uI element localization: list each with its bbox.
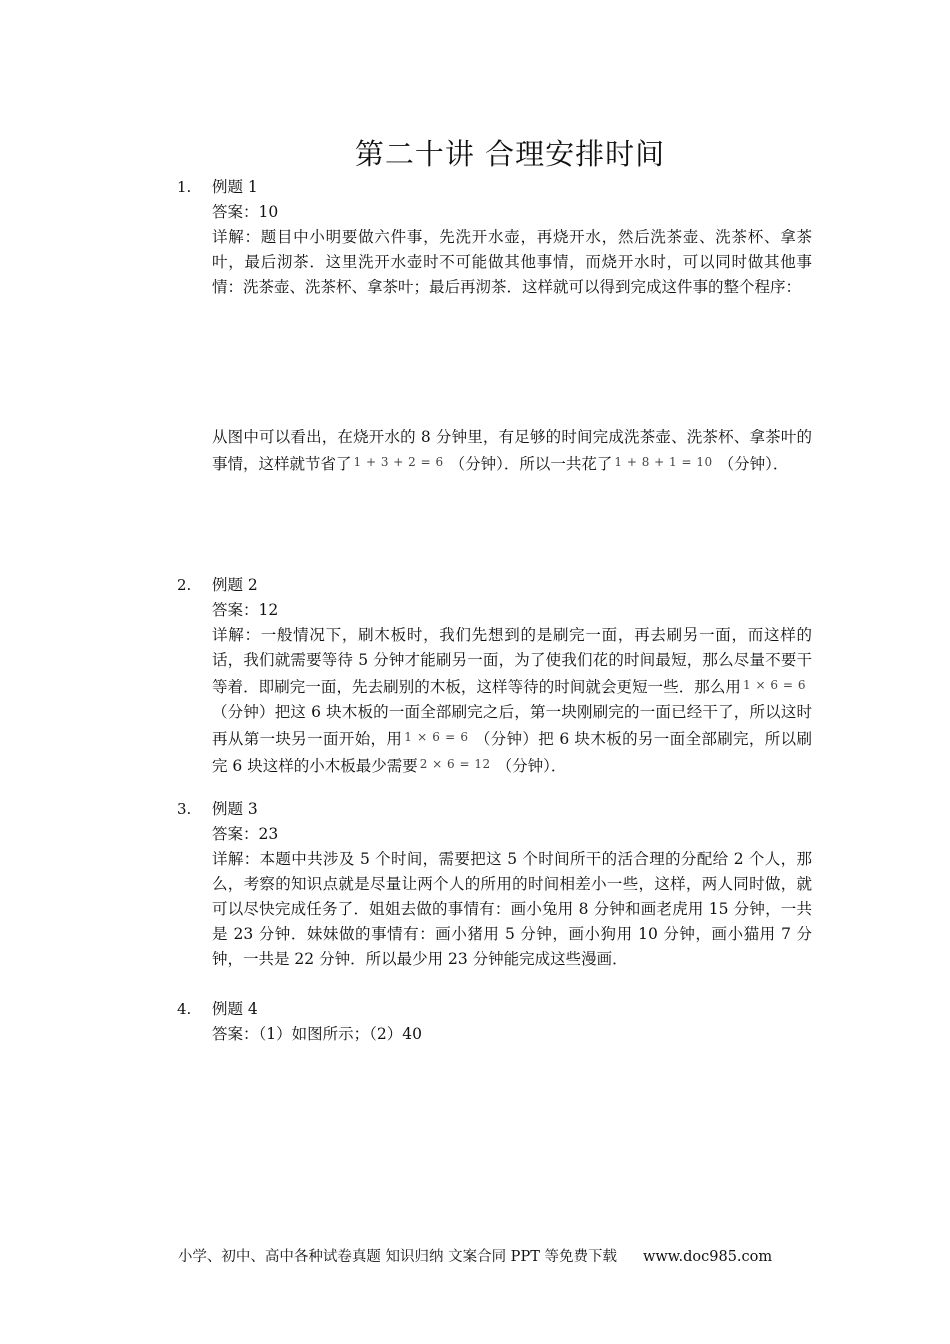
detail-text: （分钟）．所以一共花了: [449, 455, 613, 473]
item-number: 4.: [177, 1000, 192, 1018]
item-detail: 详解：本题中共涉及 5 个时间，需要把这 5 个时间所干的活合理的分配给 2 个人，那么，考察的知识点就是尽量让两个人的所用的时间相差小一些，这样，两人同时做，就可以尽快完成任务了．姐姐去做的事情有：画小兔用 8 分钟和画老虎用 15 分钟，一共是 23 分钟．妹妹做的事情有：画小猪用 5 分钟，画小狗用 10 分钟，画小猫用 7 分钟，一共是 22 分钟．所以最少用 23 分钟能完成这些漫画．: [212, 850, 812, 968]
item-detail-continued: [212, 425, 812, 477]
figure-placeholder: [212, 300, 812, 425]
math-expression: 1 × 6 = 6: [742, 678, 806, 692]
page-footer: [0, 1245, 950, 1266]
item-body: [212, 797, 812, 972]
item-detail: 详解：题目中小明要做六件事，先洗开水壶，再烧开水，然后洗茶壶、洗茶杯、拿茶叶，最后沏茶．这里洗开水壶时不可能做其他事情，而烧开水时，可以同时做其他事情：洗茶壶、洗茶杯、拿茶叶；最后再沏茶．这样就可以得到完成这件事的整个程序：: [212, 228, 812, 296]
item-body: [212, 175, 812, 477]
item-answer: 答案：23: [212, 825, 279, 843]
item-heading: 例题 3: [212, 800, 258, 818]
item-body: [212, 573, 812, 779]
math-expression: 1 × 6 = 6: [404, 730, 469, 744]
item-heading: 例题 2: [212, 576, 258, 594]
item-body: [212, 997, 812, 1047]
item-number: 1.: [177, 178, 192, 196]
item-answer: 答案：10: [212, 203, 279, 221]
detail-text: （分钟）把 6 块木板的另一面全部刷完，所以刷完 6 块这样的小木板最少需要: [212, 730, 812, 775]
footer-text: 小学、初中、高中各种试卷真题 知识归纳 文案合同 PPT 等免费下载: [177, 1249, 617, 1265]
math-expression: 1 + 8 + 1 = 10: [614, 455, 713, 469]
item-number: 3.: [177, 800, 192, 818]
detail-text: （分钟）．: [718, 455, 789, 473]
item-answer: 答案：（1）如图所示；（2）40: [212, 1025, 422, 1043]
detail-text: 详解：一般情况下，刷木板时，我们先想到的是刷完一面，再去刷另一面，而这样的话，我们就需要等待 5 分钟才能刷另一面，为了使我们花的时间最短，那么尽量不要干等着．即刷完一面，先去刷别的木板，这样等待的时间就会更短一些．那么用: [212, 626, 812, 696]
item-heading: 例题 1: [212, 178, 258, 196]
math-expression: 2 × 6 = 12: [419, 757, 491, 771]
math-expression: 1 + 3 + 2 = 6: [353, 455, 444, 469]
item-number: 2.: [177, 576, 192, 594]
detail-text: 从图中可以看出，在烧开水的 8 分钟里，有足够的时间完成洗茶壶、洗茶杯、拿茶叶的事情，这样就节省了: [212, 428, 812, 473]
item-detail: [212, 623, 812, 779]
detail-text: （分钟）．: [496, 757, 567, 775]
detail-text: （分钟）把这 6 块木板的一面全部刷完之后，第一块刚刷完的一面已经干了，所以这时再从第一块另一面开始，用: [212, 703, 812, 748]
footer-site-link[interactable]: www.doc985.com: [642, 1249, 773, 1265]
item-answer: 答案：12: [212, 601, 279, 619]
page-title: 第二十讲 合理安排时间: [354, 137, 666, 171]
item-heading: 例题 4: [212, 1000, 258, 1018]
